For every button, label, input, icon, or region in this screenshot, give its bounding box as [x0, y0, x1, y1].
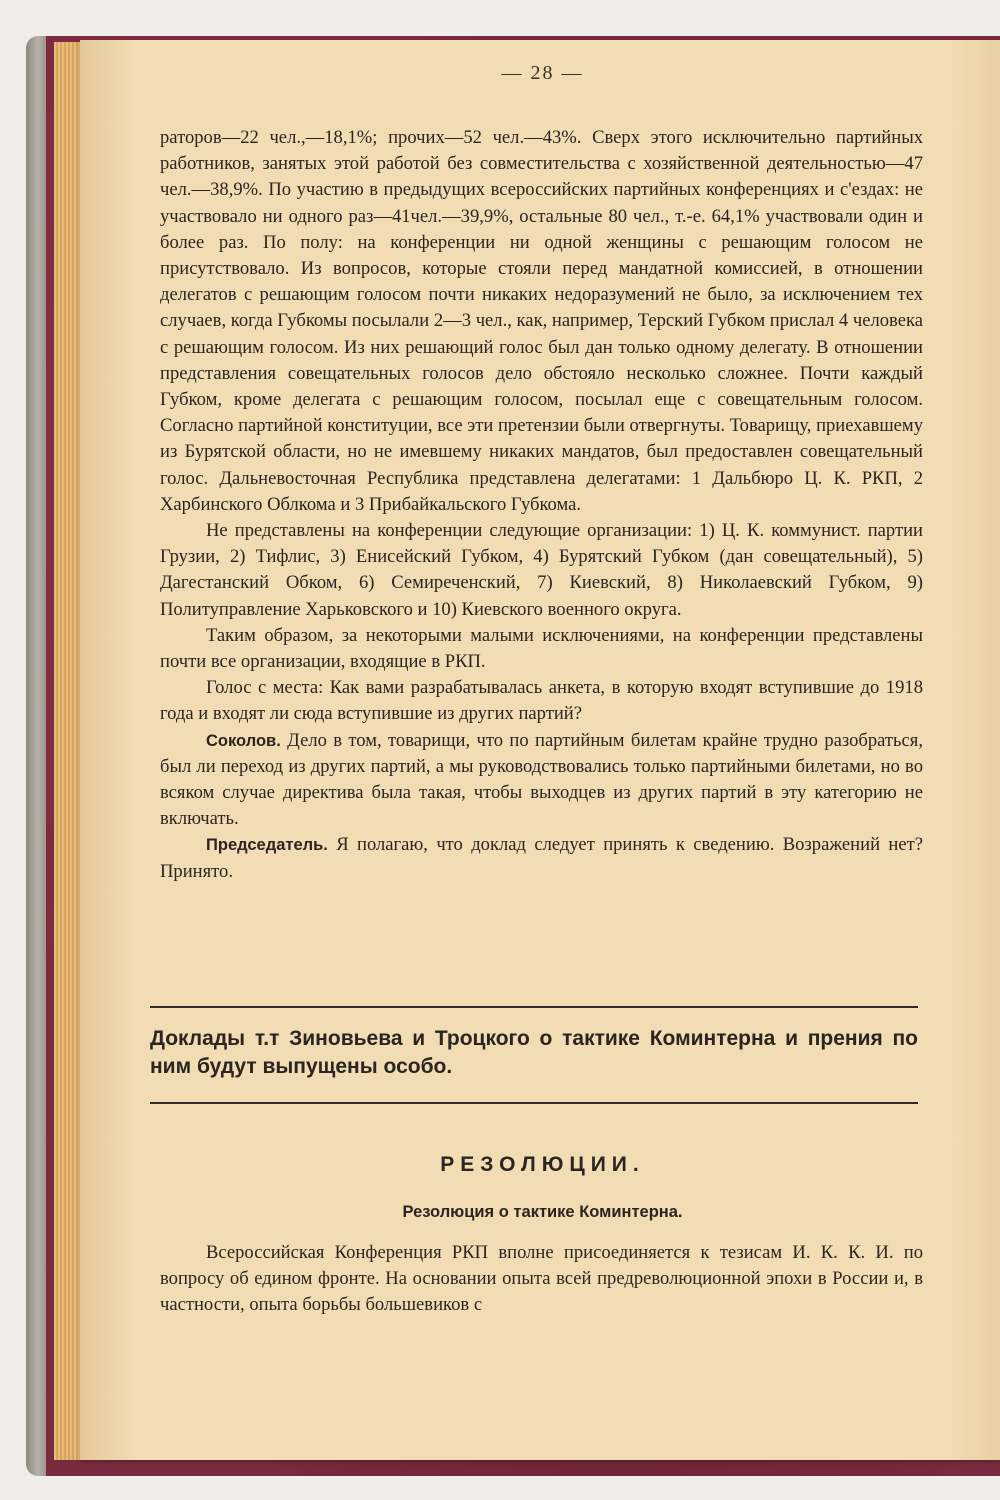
resolution-title: Резолюция о тактике Коминтерна. — [402, 1203, 683, 1221]
paragraph-question: Голос с места: Как вами разрабатывалась анкета, в которую входят вступившие до 1918 года и входят ли сюда вступившие из других партий? — [160, 677, 923, 725]
paragraph-delegates: раторов—22 чел.,—18,1%; прочих—52 чел.—43%. Сверх этого исключительно партийных работников, занятых этой работой без совместительства с хозяйственной деятельностью—47 чел.—38,9%. По участию в предыдущих всероссийских партийных конференциях и с'ездах: не участвовало ни одного раз—41чел.—39,9%, остальные 80 чел., т.-е. 64,1% участвовали один и более раз. По полу: на конференции ни одной женщины с решающим голосом не присутствовало. Из вопросов, которые стояли перед мандатной комиссией, в отношении делегатов с решающим голосом почти никаких недоразумений не было, за исключением тех случаев, когда Губкомы посылали 2—3 чел., как, например, Терский Губком прислал 4 человека с решающим голосом. Из них решающий голос был дан только одному делегату. В отношении представления совещательных голосов дело обстояло несколько сложнее. Почти каждый Губком, кроме делегата с решающим голосом, посылал еще с совещательным голосом. Согласно партийной конституции, все эти претензии были отвергнуты. Товарищу, приехавшему из Бурятской области, но не имевшему никаких мандатов, был предоставлен совещательный голос. Дальневосточная Республика представлена делегатами: 1 Дальбюро Ц. К. РКП, 2 Харбинского Облкома и 3 Прибайкальского Губкома. — [160, 127, 923, 515]
sokolov-text: Дело в том, товарищи, что по партийным билетам крайне трудно разобраться, был ли переход из других партий, а мы руководствовались только партийными билетами, но во всяком случае директива была такая, чтобы выходцев из других партий в эту категорию не включать. — [160, 729, 923, 830]
divider-bottom — [150, 1102, 918, 1104]
resolution-paragraph: Всероссийская Конференция РКП вполне присоединяется к тезисам И. К. К. И. по вопросу об едином фронте. На основании опыта всей предреволюционной эпохи в России и, в частности, опыта борьбы большевиков с — [160, 1242, 923, 1316]
paragraph-sokolov — [160, 728, 923, 833]
divider-top — [150, 1006, 918, 1008]
resolution-body — [160, 1240, 923, 1319]
paragraph-chairman — [160, 832, 923, 884]
book-page — [80, 40, 1000, 1460]
paragraph-not-represented: Не представлены на конференции следующие организации: 1) Ц. К. коммунист. партии Грузии, 2) Тифлис, 3) Енисейский Губком, 4) Бурятский Губком (дан совещательный), 5) Дагестанский Обком, 6) Семиреченский, 7) Киевский, 8) Николаевский Губком, 9) Политуправление Харьковского и 10) Киевского военного округа. — [160, 520, 923, 620]
page-number: — 28 — — [501, 62, 584, 84]
speaker-chairman: Председатель. — [206, 836, 328, 855]
chairman-text: Я полагаю, что доклад следует принять к сведению. Возражений нет? Принято. — [160, 834, 923, 882]
notice-text: Доклады т.т Зиновьева и Троцкого о тактике Коминтерна и прения по ним будут выпущены особо. — [150, 1027, 918, 1078]
body-text — [160, 125, 923, 885]
paragraph-summary: Таким образом, за некоторыми малыми исключениями, на конференции представлены почти все организации, входящие в РКП. — [160, 624, 923, 673]
speaker-sokolov: Соколов. — [206, 731, 281, 750]
book-spine — [26, 36, 46, 1476]
resolutions-heading: РЕЗОЛЮЦИИ. — [440, 1153, 645, 1176]
